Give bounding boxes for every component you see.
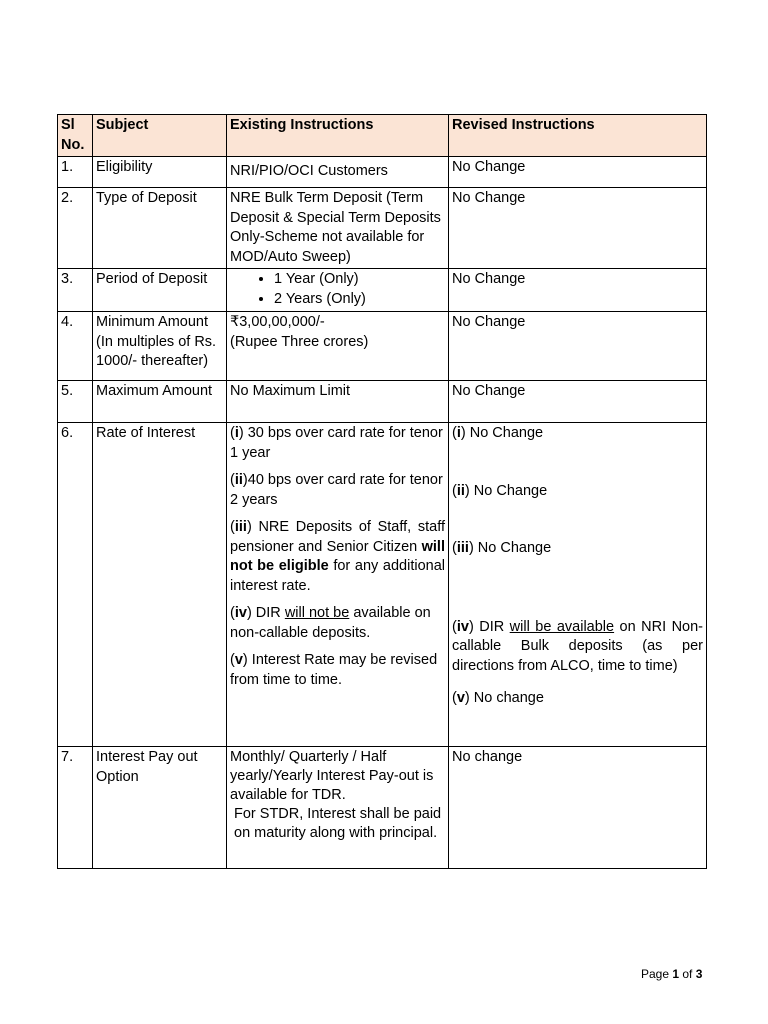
row-subject: Period of Deposit [93, 269, 227, 312]
row-subject: Minimum Amount (In multiples of Rs. 1000/- thereafter) [93, 312, 227, 381]
revised-clause-i: (i) No Change [452, 425, 544, 441]
row-number: 3. [58, 269, 93, 312]
row-revised [449, 423, 707, 747]
row-subject: Rate of Interest [93, 423, 227, 747]
row-existing [227, 312, 449, 381]
table-row [58, 312, 707, 381]
clause-i: (i) 30 bps over card rate for tenor 1 year [230, 425, 443, 461]
row-number: 7. [58, 747, 93, 869]
row-subject: Interest Pay out Option [93, 747, 227, 869]
row-revised: No Change [449, 381, 707, 423]
row-existing [227, 747, 449, 869]
clause-iii: (iii) NRE Deposits of Staff, staff pensioner and Senior Citizen will not be eligible for any additional interest rate. [230, 519, 445, 594]
row-revised: No Change [449, 188, 707, 269]
table-row [58, 381, 707, 423]
row-number: 6. [58, 423, 93, 747]
row-existing [227, 423, 449, 747]
existing-text: NRI/PIO/OCI Customers [230, 163, 388, 179]
row-existing: No Maximum Limit [227, 381, 449, 423]
table-row [58, 747, 707, 869]
revised-clause-ii: (ii) No Change [452, 482, 548, 499]
row-subject: Maximum Amount [93, 381, 227, 423]
revised-clause-iii: (iii) No Change [452, 540, 552, 556]
clause-iv: (iv) DIR will not be available on non-callable deposits. [230, 605, 431, 641]
clause-ii: (ii)40 bps over card rate for tenor 2 years [230, 472, 443, 508]
stdr-text: For STDR, Interest shall be paid on maturity along with principal. [234, 806, 442, 841]
row-number: 5. [58, 381, 93, 423]
clause-v: (v) Interest Rate may be revised from time to time. [230, 652, 438, 688]
table-row [58, 188, 707, 269]
revised-clause-iv: (iv) DIR will be available on NRI Non-callable Bulk deposits (as per directions from ALCO, time to time) [452, 618, 703, 674]
row-revised: No Change [449, 269, 707, 312]
header-revised: Revised Instructions [449, 115, 707, 157]
row-number: 4. [58, 312, 93, 381]
amount-figure: ₹3,00,00,000/- [230, 314, 325, 330]
amount-words: (Rupee Three crores) [230, 333, 369, 350]
revised-clause-v: (v) No change [452, 690, 544, 706]
header-existing: Existing Instructions [227, 115, 449, 157]
header-sl-no: Sl No. [58, 115, 93, 157]
row-existing: NRE Bulk Term Deposit (Term Deposit & Special Term Deposits Only-Scheme not available for MOD/Auto Sweep) [227, 188, 449, 269]
row-existing [227, 269, 449, 312]
table-row [58, 423, 707, 747]
row-number: 2. [58, 188, 93, 269]
payout-text: Monthly/ Quarterly / Half yearly/Yearly Interest Pay-out is available for TDR. [230, 749, 434, 803]
row-subject: Type of Deposit [93, 188, 227, 269]
row-existing [227, 157, 449, 188]
row-revised: No Change [449, 157, 707, 188]
table-header-row [58, 115, 707, 157]
table-row [58, 157, 707, 188]
row-number: 1. [58, 157, 93, 188]
instructions-table [57, 114, 707, 869]
table-row [58, 269, 707, 312]
page-number: Page 1 of 3 [641, 967, 703, 981]
row-subject: Eligibility [93, 157, 227, 188]
period-list [230, 270, 445, 309]
row-revised: No Change [449, 312, 707, 381]
list-item: • 2 Years (Only) [274, 290, 445, 310]
row-revised: No change [449, 747, 707, 869]
header-subject: Subject [93, 115, 227, 157]
list-item: • 1 Year (Only) [274, 270, 445, 290]
